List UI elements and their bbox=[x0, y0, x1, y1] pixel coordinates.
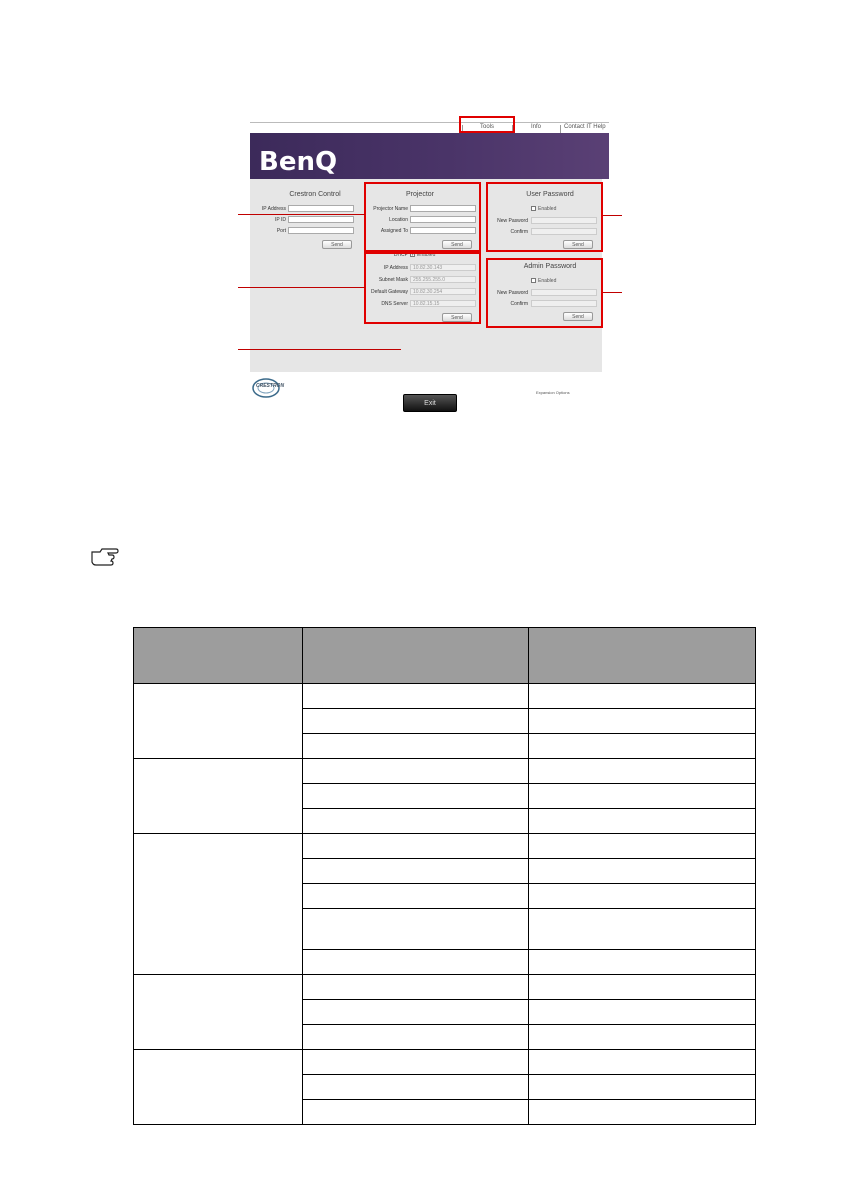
admin-new-password-label: New Pasword bbox=[497, 290, 528, 296]
dhcp-checkbox[interactable]: ✓ bbox=[411, 252, 416, 258]
table-cell bbox=[303, 784, 529, 809]
subnet-mask-field: 255.255.255.0 bbox=[410, 276, 476, 283]
contact-it-help-link[interactable]: Contact IT Help bbox=[564, 124, 606, 130]
table-group-cell bbox=[134, 975, 303, 1050]
pointing-hand-icon bbox=[90, 546, 120, 568]
crestron-ip-input[interactable] bbox=[288, 205, 354, 212]
exit-button[interactable]: Exit bbox=[403, 394, 457, 412]
projector-title: Projector bbox=[405, 191, 434, 198]
table-group-cell bbox=[134, 1050, 303, 1125]
default-gateway-label: Default Gateway bbox=[371, 289, 408, 295]
ip-address-label: IP Address bbox=[261, 206, 286, 212]
tools-highlight-box bbox=[459, 116, 515, 133]
callout-line-user-password bbox=[603, 215, 622, 216]
callout-line-network bbox=[238, 287, 365, 288]
ip-address-label: IP Address bbox=[383, 265, 408, 271]
user-password-send-button[interactable]: Send bbox=[563, 240, 593, 249]
user-password-title: User Password bbox=[526, 191, 574, 198]
table-cell bbox=[303, 909, 529, 950]
table-header-row bbox=[134, 628, 756, 684]
table-cell bbox=[303, 734, 529, 759]
assigned-to-label: Assigned To bbox=[380, 228, 408, 234]
crestron-logo-text: CRESTRON bbox=[256, 383, 285, 389]
user-password-highlight-box bbox=[486, 182, 603, 252]
table-cell bbox=[529, 834, 756, 859]
table-row bbox=[134, 684, 756, 709]
ip-id-label: IP ID bbox=[274, 217, 286, 223]
settings-table bbox=[133, 627, 756, 1125]
table-cell bbox=[303, 684, 529, 709]
table-group-cell bbox=[134, 834, 303, 975]
table-cell bbox=[529, 809, 756, 834]
table-cell bbox=[303, 709, 529, 734]
table-header-cell bbox=[134, 628, 303, 684]
admin-confirm-label: Confirm bbox=[510, 301, 528, 307]
callout-line-admin-password bbox=[603, 292, 622, 293]
table-cell bbox=[303, 809, 529, 834]
admin-password-title: Admin Password bbox=[523, 263, 577, 270]
expansion-options-text: Expansion Options bbox=[536, 390, 570, 395]
table-cell bbox=[303, 1025, 529, 1050]
table-group-cell bbox=[134, 759, 303, 834]
port-label: Port bbox=[276, 228, 286, 234]
table-row bbox=[134, 975, 756, 1000]
table-group-cell bbox=[134, 684, 303, 759]
table-cell bbox=[303, 759, 529, 784]
dns-server-label: DNS Server bbox=[381, 301, 408, 307]
table-cell bbox=[529, 909, 756, 950]
info-link[interactable]: Info bbox=[531, 124, 542, 130]
link-separator bbox=[560, 125, 561, 133]
table-cell bbox=[529, 684, 756, 709]
table-cell bbox=[303, 1100, 529, 1125]
table-cell bbox=[529, 759, 756, 784]
admin-password-enabled-label: Enabled bbox=[538, 278, 557, 284]
network-send-button[interactable]: Send bbox=[442, 313, 472, 322]
table-cell bbox=[303, 834, 529, 859]
admin-password-send-button[interactable]: Send bbox=[563, 312, 593, 321]
ip-address-field: 10.82.30.143 bbox=[410, 264, 476, 271]
dns-server-field: 10.82.15.15 bbox=[410, 300, 476, 307]
default-gateway-field: 10.82.30.254 bbox=[410, 288, 476, 295]
dhcp-enabled-label: Enabled bbox=[417, 252, 436, 258]
table-cell bbox=[529, 1100, 756, 1125]
projector-send-button[interactable]: Send bbox=[442, 240, 472, 249]
table-cell bbox=[303, 975, 529, 1000]
callout-line-projector bbox=[238, 214, 365, 215]
table-cell bbox=[303, 1075, 529, 1100]
user-password-enabled-label: Enabled bbox=[538, 206, 557, 212]
location-label: Location bbox=[389, 217, 408, 223]
table-header-cell bbox=[303, 628, 529, 684]
table-row bbox=[134, 834, 756, 859]
banner bbox=[250, 133, 609, 179]
tools-link[interactable]: Tools bbox=[480, 124, 495, 130]
table-cell bbox=[529, 859, 756, 884]
table-cell bbox=[303, 1050, 529, 1075]
network-highlight-box bbox=[364, 252, 481, 324]
projector-highlight-box bbox=[364, 182, 481, 252]
table-cell bbox=[529, 734, 756, 759]
callout-line-exit bbox=[238, 349, 401, 350]
projector-name-label: Projector Name bbox=[373, 206, 408, 212]
table-cell bbox=[529, 709, 756, 734]
table-cell bbox=[529, 1050, 756, 1075]
table-cell bbox=[529, 884, 756, 909]
crestron-ip-id-input[interactable] bbox=[288, 216, 354, 223]
table-cell bbox=[303, 884, 529, 909]
table-cell bbox=[529, 975, 756, 1000]
crestron-control-title: Crestron Control bbox=[289, 191, 341, 198]
benq-logo: BenQ bbox=[259, 147, 338, 177]
table-row bbox=[134, 759, 756, 784]
table-cell bbox=[529, 1025, 756, 1050]
table-cell bbox=[529, 950, 756, 975]
subnet-mask-label: Subnet Mask bbox=[378, 277, 408, 283]
table-header-cell bbox=[529, 628, 756, 684]
crestron-send-button[interactable]: Send bbox=[322, 240, 352, 249]
table-cell bbox=[529, 1075, 756, 1100]
user-new-password-label: New Pasword bbox=[497, 218, 528, 224]
admin-password-highlight-box bbox=[486, 258, 603, 328]
dhcp-label: DHCP bbox=[393, 252, 408, 258]
user-confirm-label: Confirm bbox=[510, 229, 528, 235]
table-cell bbox=[303, 950, 529, 975]
table-cell bbox=[303, 859, 529, 884]
crestron-port-input[interactable] bbox=[288, 227, 354, 234]
table-row bbox=[134, 1050, 756, 1075]
table-cell bbox=[529, 1000, 756, 1025]
top-link-bar bbox=[250, 122, 609, 133]
table-cell bbox=[529, 784, 756, 809]
table-cell bbox=[303, 1000, 529, 1025]
